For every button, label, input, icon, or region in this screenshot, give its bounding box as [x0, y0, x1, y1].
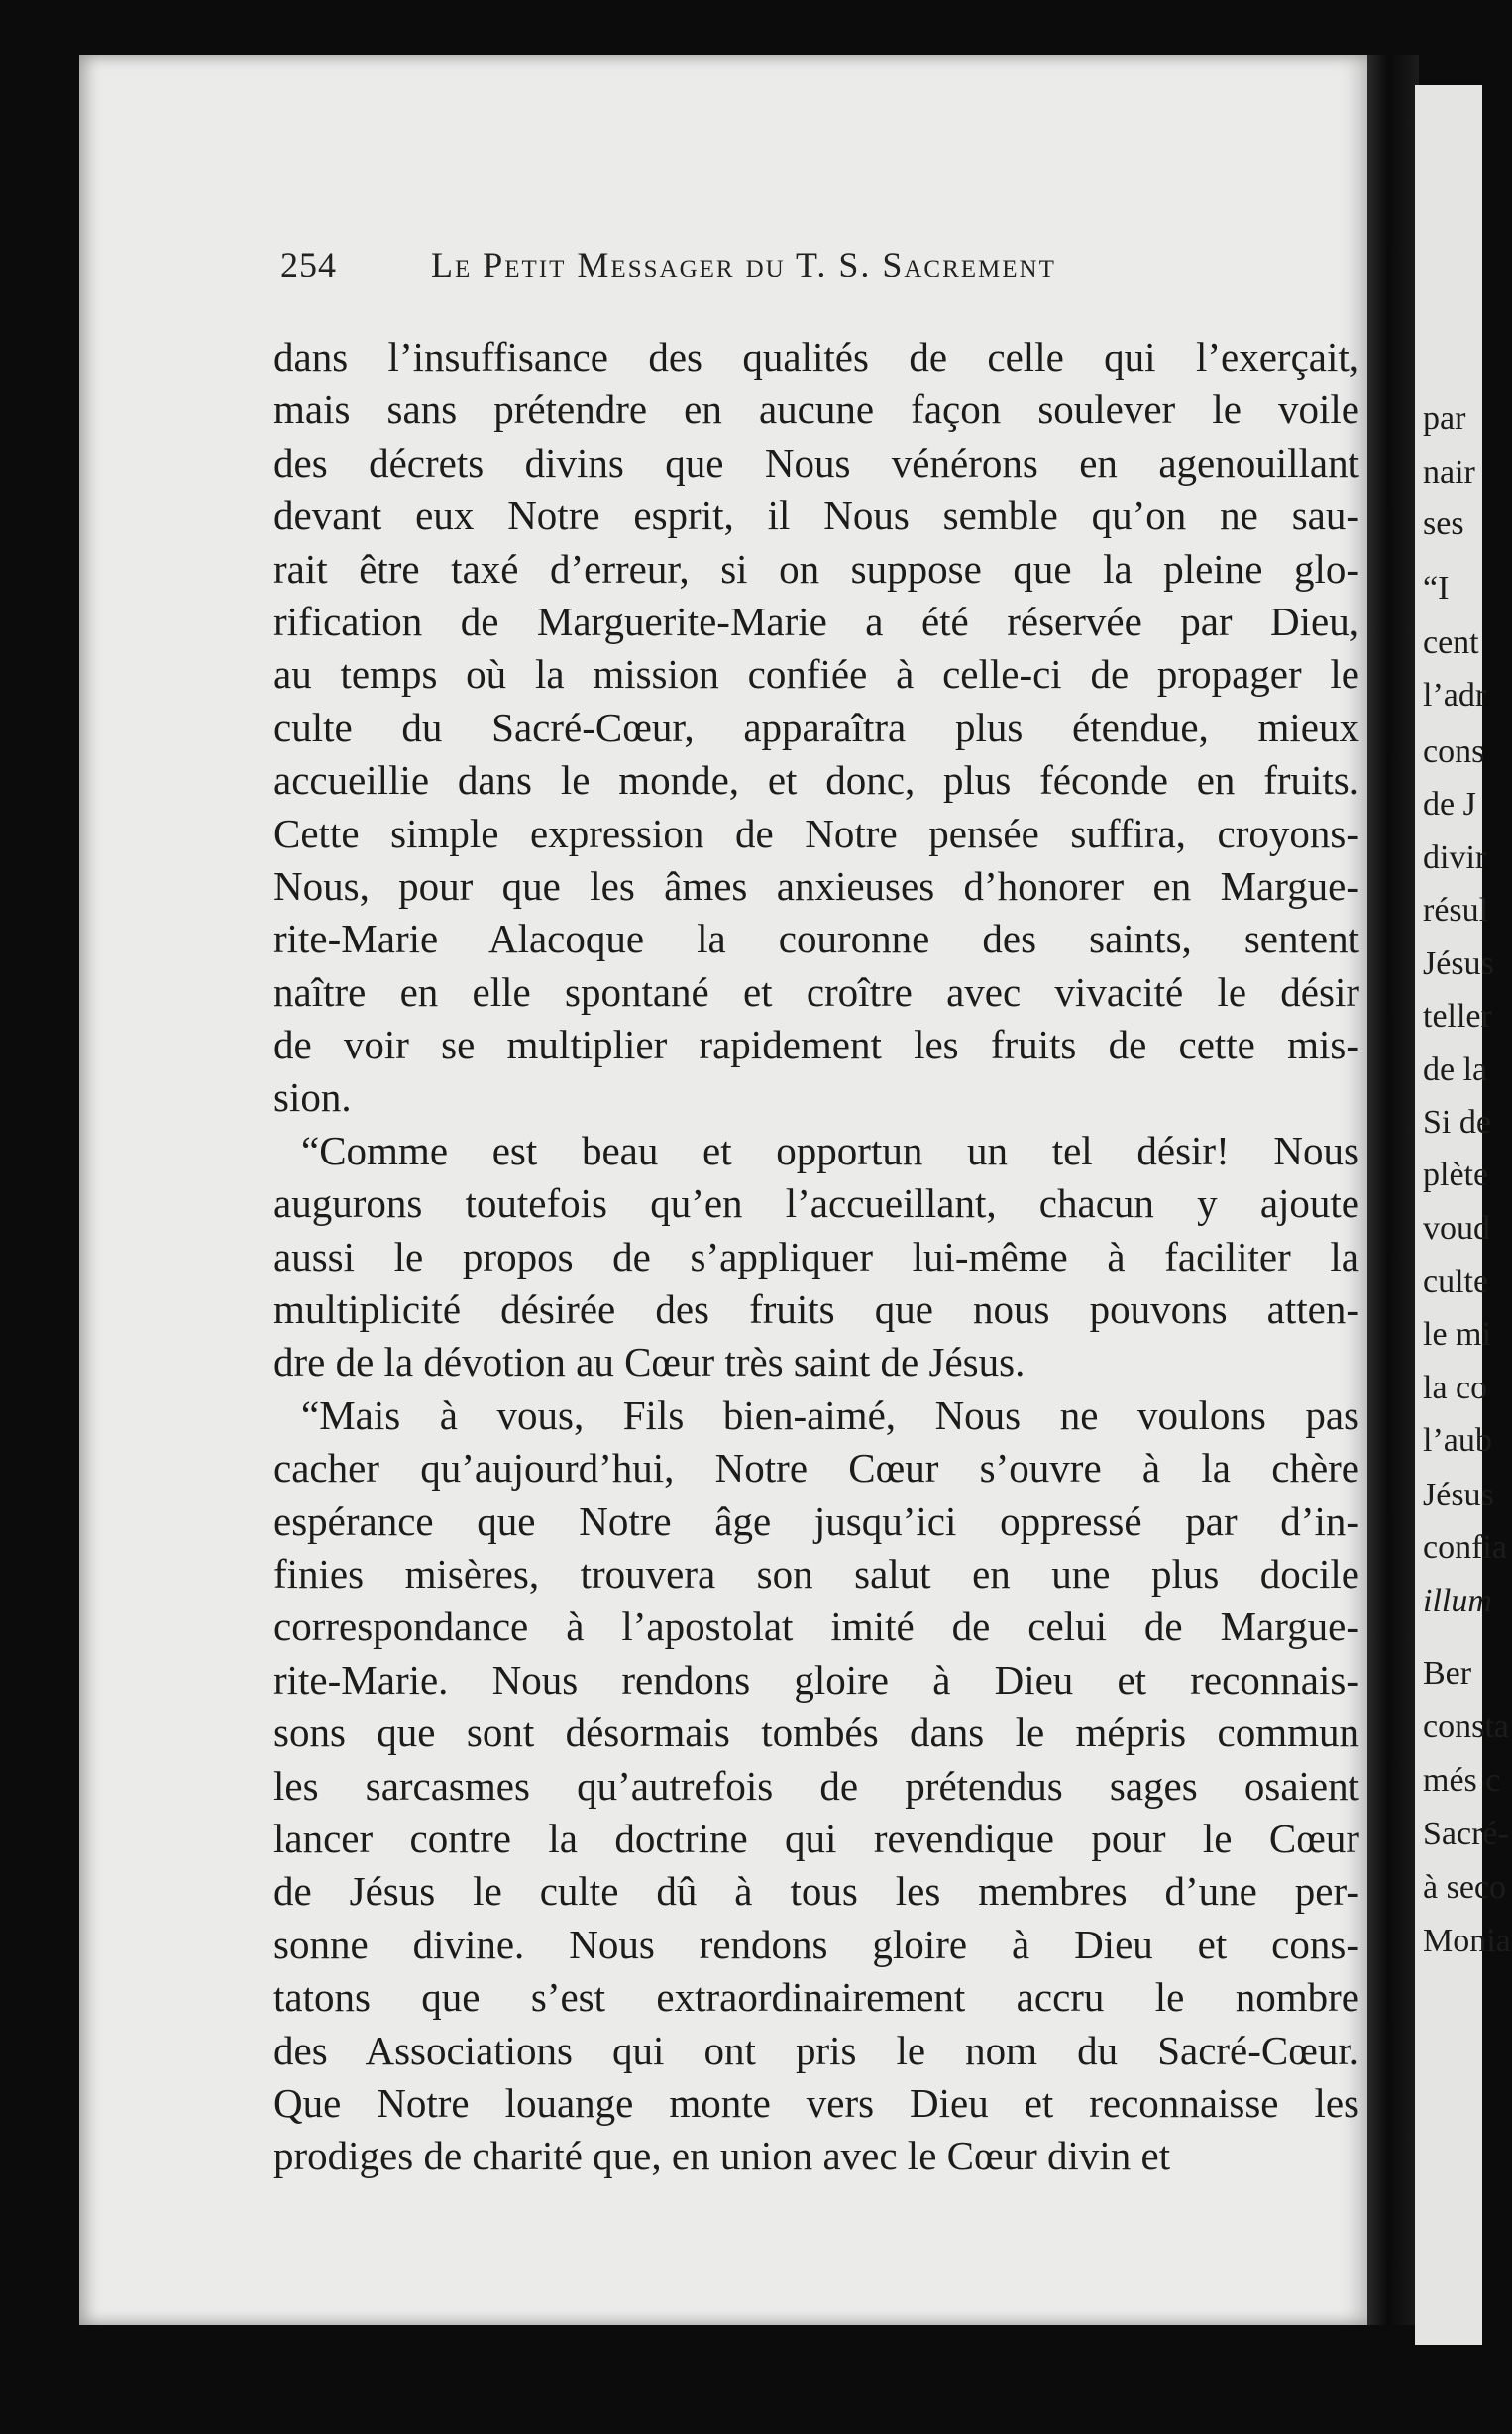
- text-line: les sarcasmes qu’autrefois de prétendus sages osaient: [273, 1762, 1359, 1809]
- text-line: finies misères, trouvera son salut en une plus docile: [273, 1550, 1359, 1597]
- text-line: accueillie dans le monde, et donc, plus féconde en fruits.: [273, 757, 1359, 804]
- text-line: de Jésus le culte dû à tous les membres d’une per-: [273, 1868, 1359, 1915]
- right-page-line: de la: [1423, 1051, 1488, 1088]
- text-line: “Comme est beau et opportun un tel désir! Nous: [301, 1127, 1359, 1173]
- text-line: espérance que Notre âge jusqu’ici oppressé par d’in-: [273, 1497, 1359, 1544]
- right-page-line: Monia: [1423, 1923, 1511, 1959]
- right-page-line: Si de: [1423, 1104, 1491, 1141]
- right-page-line: teller: [1423, 998, 1492, 1035]
- text-line: rite-Marie. Nous rendons gloire à Dieu et reconnais-: [273, 1656, 1359, 1703]
- text-line: culte du Sacré-Cœur, apparaîtra plus étendue, mieux: [273, 704, 1359, 750]
- right-page-line: divir: [1423, 839, 1487, 876]
- text-line: Cette simple expression de Notre pensée suffira, croyons-: [273, 810, 1359, 856]
- text-line: “Mais à vous, Fils bien-aimé, Nous ne voulons pas: [301, 1391, 1359, 1438]
- right-page-line: Ber: [1423, 1655, 1472, 1692]
- running-header: [203, 242, 1214, 291]
- text-line: correspondance à l’apostolat imité de celui de Margue-: [273, 1604, 1359, 1650]
- right-page-line: illum: [1423, 1583, 1492, 1619]
- text-line: de voir se multiplier rapidement les fruits de cette mis-: [273, 1022, 1359, 1068]
- right-page-line: Jésus: [1423, 1477, 1494, 1513]
- right-page-line: Jésus: [1423, 945, 1494, 982]
- right-page-line: l’adr: [1423, 677, 1487, 714]
- text-line: multiplicité désirée des fruits que nous pouvons atten-: [273, 1286, 1359, 1333]
- text-line: rait être taxé d’erreur, si on suppose que la pleine glo-: [273, 545, 1359, 592]
- right-page-line: de J: [1423, 786, 1476, 823]
- text-line: aussi le propos de s’appliquer lui-même à faciliter la: [273, 1233, 1359, 1279]
- text-line: rite-Marie Alacoque la couronne des saints, sentent: [273, 916, 1359, 962]
- text-line: sonne divine. Nous rendons gloire à Dieu et cons-: [273, 1921, 1359, 1967]
- text-line: des Associations qui ont pris le nom du Sacré-Cœur.: [273, 2027, 1359, 2073]
- text-line: au temps où la mission confiée à celle-ci de propager le: [273, 651, 1359, 698]
- text-line: devant eux Notre esprit, il Nous semble qu’on ne sau-: [273, 493, 1359, 539]
- text-line: tatons que s’est extraordinairement accru le nombre: [273, 1974, 1359, 2021]
- right-page-line: cent: [1423, 624, 1479, 661]
- text-line: des décrets divins que Nous vénérons en agenouillant: [273, 439, 1359, 486]
- right-page-line: més c: [1423, 1762, 1501, 1799]
- right-page-line: ses: [1423, 505, 1464, 542]
- right-page-line: l’aub: [1423, 1422, 1492, 1459]
- right-page-line: à seco: [1423, 1869, 1507, 1906]
- text-line: dans l’insuffisance des qualités de celle qui l’exerçait,: [273, 334, 1359, 380]
- text-line: lancer contre la doctrine qui revendique pour le Cœur: [273, 1815, 1359, 1861]
- right-page-line: confia: [1423, 1529, 1507, 1566]
- right-page-line: nair: [1423, 454, 1475, 491]
- text-line: sion.: [273, 1074, 352, 1121]
- body-text: [273, 331, 1359, 2183]
- text-line: prodiges de charité que, en union avec le Cœur divin et: [273, 2133, 1171, 2179]
- right-page-line: culte: [1423, 1264, 1489, 1300]
- right-page-line: la co: [1423, 1370, 1488, 1406]
- text-line: Nous, pour que les âmes anxieuses d’honorer en Margue-: [273, 862, 1359, 909]
- text-line: rification de Marguerite-Marie a été réservée par Dieu,: [273, 598, 1359, 644]
- right-page-line: le mi: [1423, 1316, 1491, 1353]
- text-line: mais sans prétendre en aucune façon soulever le voile: [273, 387, 1359, 433]
- right-page-line: résul: [1423, 892, 1489, 929]
- text-line: sons que sont désormais tombés dans le mépris commun: [273, 1710, 1359, 1756]
- text-line: Que Notre louange monte vers Dieu et reconnaisse les: [273, 2079, 1359, 2126]
- text-line: naître en elle spontané et croître avec vivacité le désir: [273, 968, 1359, 1015]
- right-page-line: consta: [1423, 1709, 1509, 1745]
- text-line: augurons toutefois qu’en l’accueillant, chacun y ajoute: [273, 1180, 1359, 1227]
- right-page-line: Sacré-: [1423, 1816, 1509, 1852]
- right-page-line: voud: [1423, 1210, 1490, 1247]
- right-page-line: “I: [1423, 570, 1450, 607]
- book-gutter: [1367, 55, 1419, 2325]
- page-number: 254: [280, 245, 337, 284]
- running-title: Le Petit Messager du T. S. Sacrement: [431, 245, 1056, 284]
- text-line: dre de la dévotion au Cœur très saint de Jésus.: [273, 1339, 1026, 1385]
- right-page-line: par: [1423, 400, 1466, 437]
- right-page-line: cons: [1423, 733, 1485, 770]
- text-line: cacher qu’aujourd’hui, Notre Cœur s’ouvre à la chère: [273, 1445, 1359, 1492]
- right-page-line: plète: [1423, 1157, 1489, 1193]
